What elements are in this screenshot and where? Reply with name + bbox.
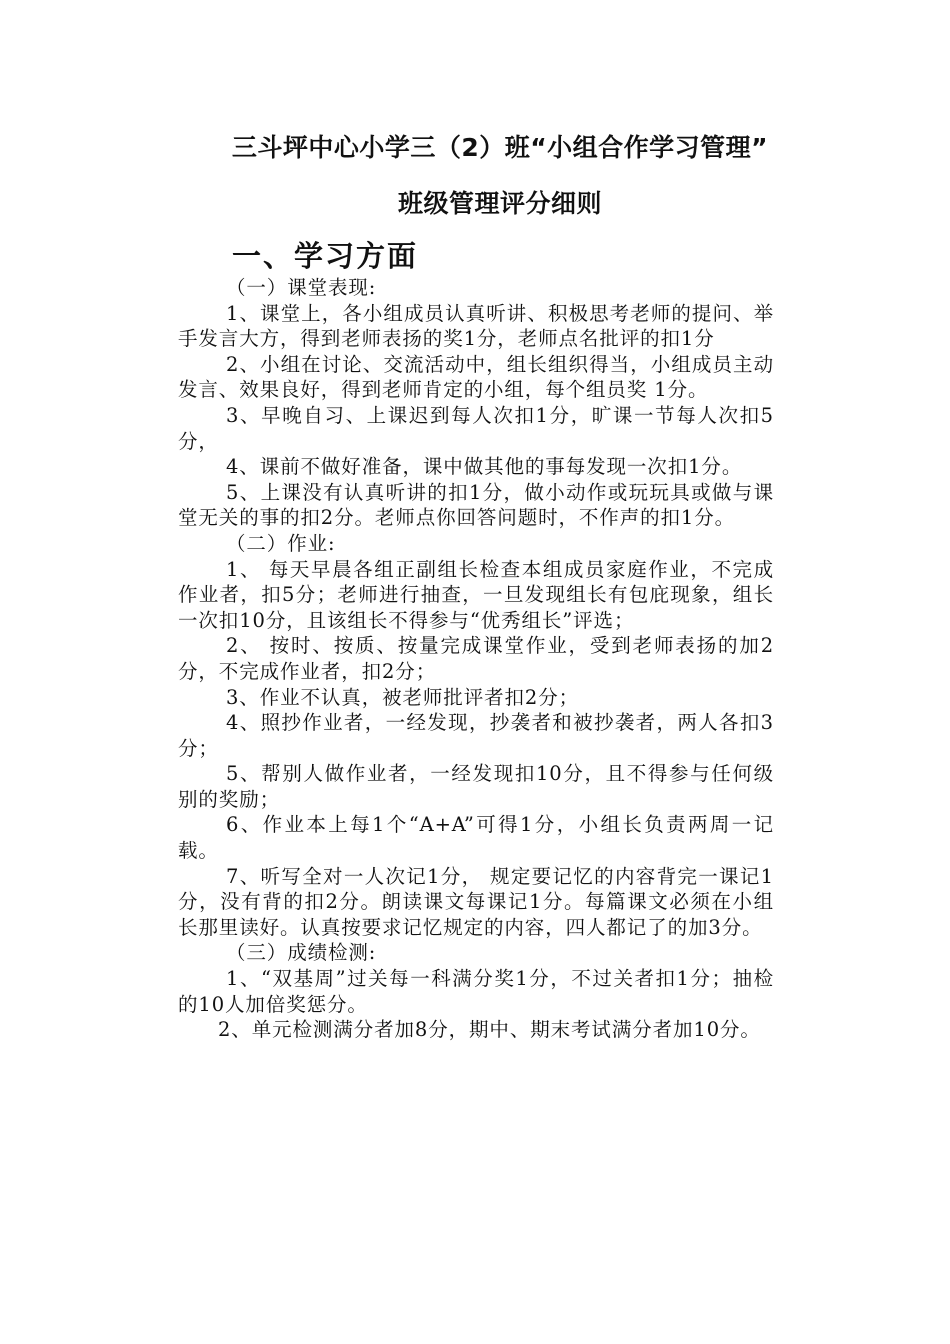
subsection-classroom: （一）课堂表现: <box>226 276 377 299</box>
section-heading-study: 一、学习方面 <box>232 239 419 273</box>
rule-paragraph: 1、“双基周”过关每一科满分奖1分，不过关者扣1分；抽检的10人加倍奖惩分。 <box>178 967 774 1016</box>
document-title-line1: 三斗坪中心小学三（2）班“小组合作学习管理” <box>231 133 769 162</box>
subsection-grades: （三）成绩检测: <box>226 941 377 965</box>
document-title-line2: 班级管理评分细则 <box>397 189 602 218</box>
subsection-homework: （二）作业: <box>226 531 336 555</box>
rule-paragraph: 2、 按时、按质、按量完成课堂作业，受到老师表扬的加2分，不完成作业者，扣2分； <box>178 634 774 683</box>
rule-paragraph: 5、帮别人做作业者，一经发现扣10分，且不得参与任何级别的奖励； <box>178 762 774 811</box>
rule-paragraph: 4、照抄作业者，一经发现，抄袭者和被抄袭者，两人各扣3分； <box>178 711 774 760</box>
rule-paragraph: 6、作业本上每1个“A+A”可得1分，小组长负责两周一记载。 <box>178 813 774 863</box>
rule-paragraph: 7、听写全对一人次记1分， 规定要记忆的内容背完一课记1分，没有背的扣2分。朗读课文每课记1分。每篇课文必须在小组长那里读好。认真按要求记忆规定的内容，四人都记了的加3分。 <box>178 864 774 939</box>
rule-paragraph: 1、 每天早晨各组正副组长检查本组成员家庭作业，不完成作业者，扣5分；老师进行抽查，一旦发现组长有包庇现象，组长一次扣10分，且该组长不得参与“优秀组长”评选； <box>178 557 774 632</box>
rule-paragraph: 2、小组在讨论、交流活动中，组长组织得当，小组成员主动发言、效果良好，得到老师肯定的小组，每个组员奖 1分。 <box>178 352 774 402</box>
document-body <box>178 275 774 1043</box>
rule-paragraph: 3、早晚自习、上课迟到每人次扣1分，旷课一节每人次扣5分， <box>178 403 774 453</box>
rule-paragraph: 1、课堂上，各小组成员认真听讲、积极思考老师的提问、举手发言大方，得到老师表扬的奖1分，老师点名批评的扣1分 <box>178 301 774 351</box>
rule-paragraph: 4、课前不做好准备，课中做其他的事每发现一次扣1分。 <box>226 455 743 479</box>
rule-paragraph: 2、单元检测满分者加8分，期中、期末考试满分者加10分。 <box>218 1018 761 1042</box>
rule-paragraph: 3、作业不认真，被老师批评者扣2分； <box>226 685 580 709</box>
rule-paragraph: 5、上课没有认真听讲的扣1分，做小动作或玩玩具或做与课堂无关的事的扣2分。老师点你回答问题时，不作声的扣1分。 <box>178 480 774 530</box>
